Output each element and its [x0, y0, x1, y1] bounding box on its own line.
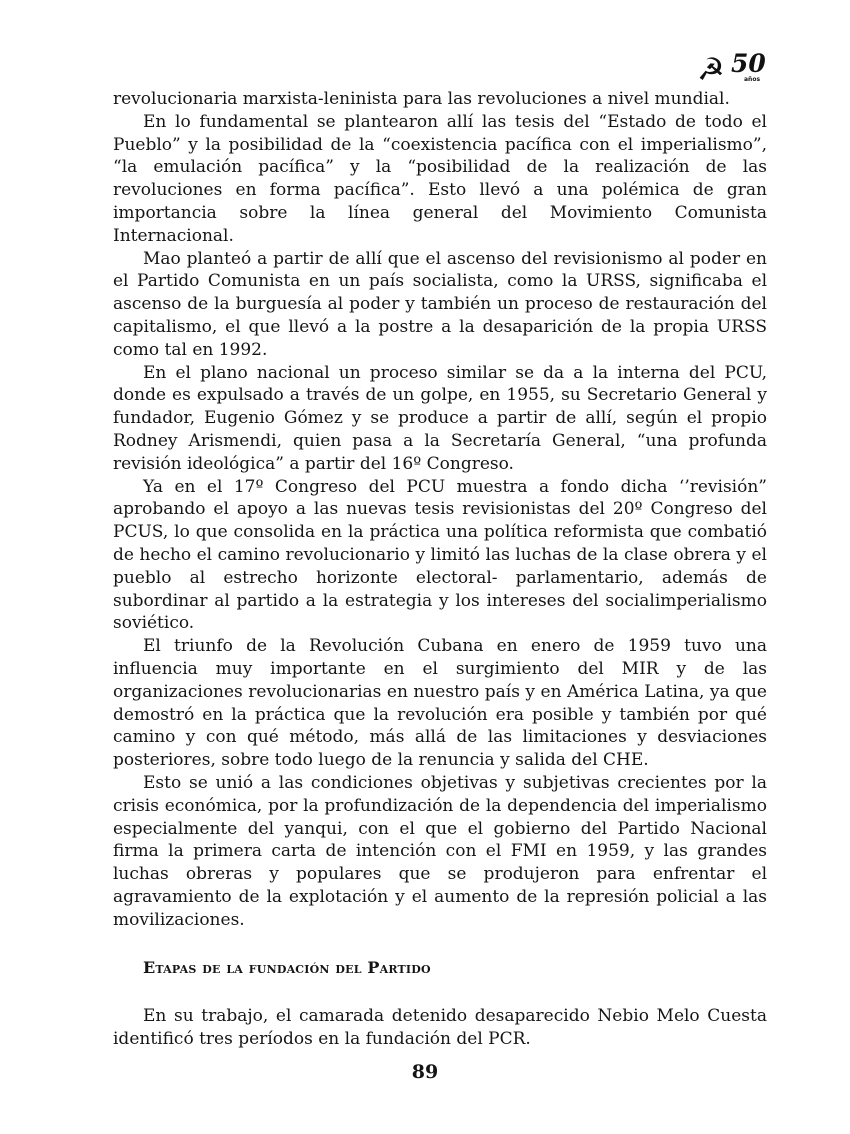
paragraph: El triunfo de la Revolución Cubana en enero de 1959 tuvo una influencia muy importante en el surgimiento del MIR y de las organizaciones revolucionarias en nuestro país y en América Latina, ya que demostró en la práctica que la revolución era posible y también por qué camino y con qué método, más allá de las limitaciones y desviaciones posteriores, sobre todo luego de la renuncia y salida del CHE.: [113, 636, 767, 771]
paragraph: Ya en el 17º Congreso del PCU muestra a fondo dicha ‘’revisión” aprobando el apoyo a las nuevas tesis revisionistas del 20º Congreso del PCUS, lo que consolida en la práctica una política reformista que combatió de hecho el camino revolucionario y limitó las luchas de la clase obrera y el pueblo al estrecho horizonte electoral- parlamentario, además de subordinar al partido a la estrategia y los intereses del socialimperialismo soviético.: [113, 476, 767, 634]
paragraph: Esto se unió a las condiciones objetivas y subjetivas crecientes por la crisis económica, por la profundización de la dependencia del imperialismo especialmente del yanqui, con el que el gobierno del Partido Nacional firma la primera carta de intención con el FMI en 1959, y las grandes luchas obreras y populares que se produjeron para enfrentar el agravamiento de la explotación y el aumento de la represión policial a las movilizaciones.: [113, 772, 767, 930]
paragraph: En lo fundamental se plantearon allí las tesis del “Estado de todo el Pueblo” y la posibilidad de la “coexistencia pacífica con el imperialismo”, “la emulación pacífica” y la “posibilidad de la realización de las revoluciones en forma pacífica”. Esto llevó a una polémica de gran importancia sobre la línea general del Movimiento Comunista Internacional.: [113, 111, 767, 246]
body-text: [113, 88, 767, 1051]
paragraph-continuation: revolucionaria marxista-leninista para las revoluciones a nivel mundial.: [113, 89, 730, 109]
anniversary-word: años: [744, 76, 761, 83]
paragraph: En el plano nacional un proceso similar se da a la interna del PCU, donde es expulsado a través de un golpe, en 1955, su Secretario General y fundador, Eugenio Gómez y se produce a partir de allí, según el propio Rodney Arismendi, quien pasa a la Secretaría General, “una profunda revisión ideológica” a partir del 16º Congreso.: [113, 362, 767, 474]
anniversary-number: 50: [731, 49, 766, 78]
anniversary-logo: [697, 50, 769, 92]
paragraph: En su trabajo, el camarada detenido desaparecido Nebio Melo Cuesta identificó tres períodos en la fundación del PCR.: [113, 1006, 767, 1050]
paragraph: Mao planteó a partir de allí que el ascenso del revisionismo al poder en el Partido Comunista en un país socialista, como la URSS, significaba el ascenso de la burguesía al poder y también un proceso de restauración del capitalismo, el que llevó a la postre a la desaparición de la propia URSS como tal en 1992.: [113, 248, 767, 360]
section-heading: Etapas de la fundación del Partido: [143, 958, 431, 978]
page-number: 89: [411, 1061, 439, 1083]
hammer-sickle-icon: ☭: [697, 52, 725, 88]
